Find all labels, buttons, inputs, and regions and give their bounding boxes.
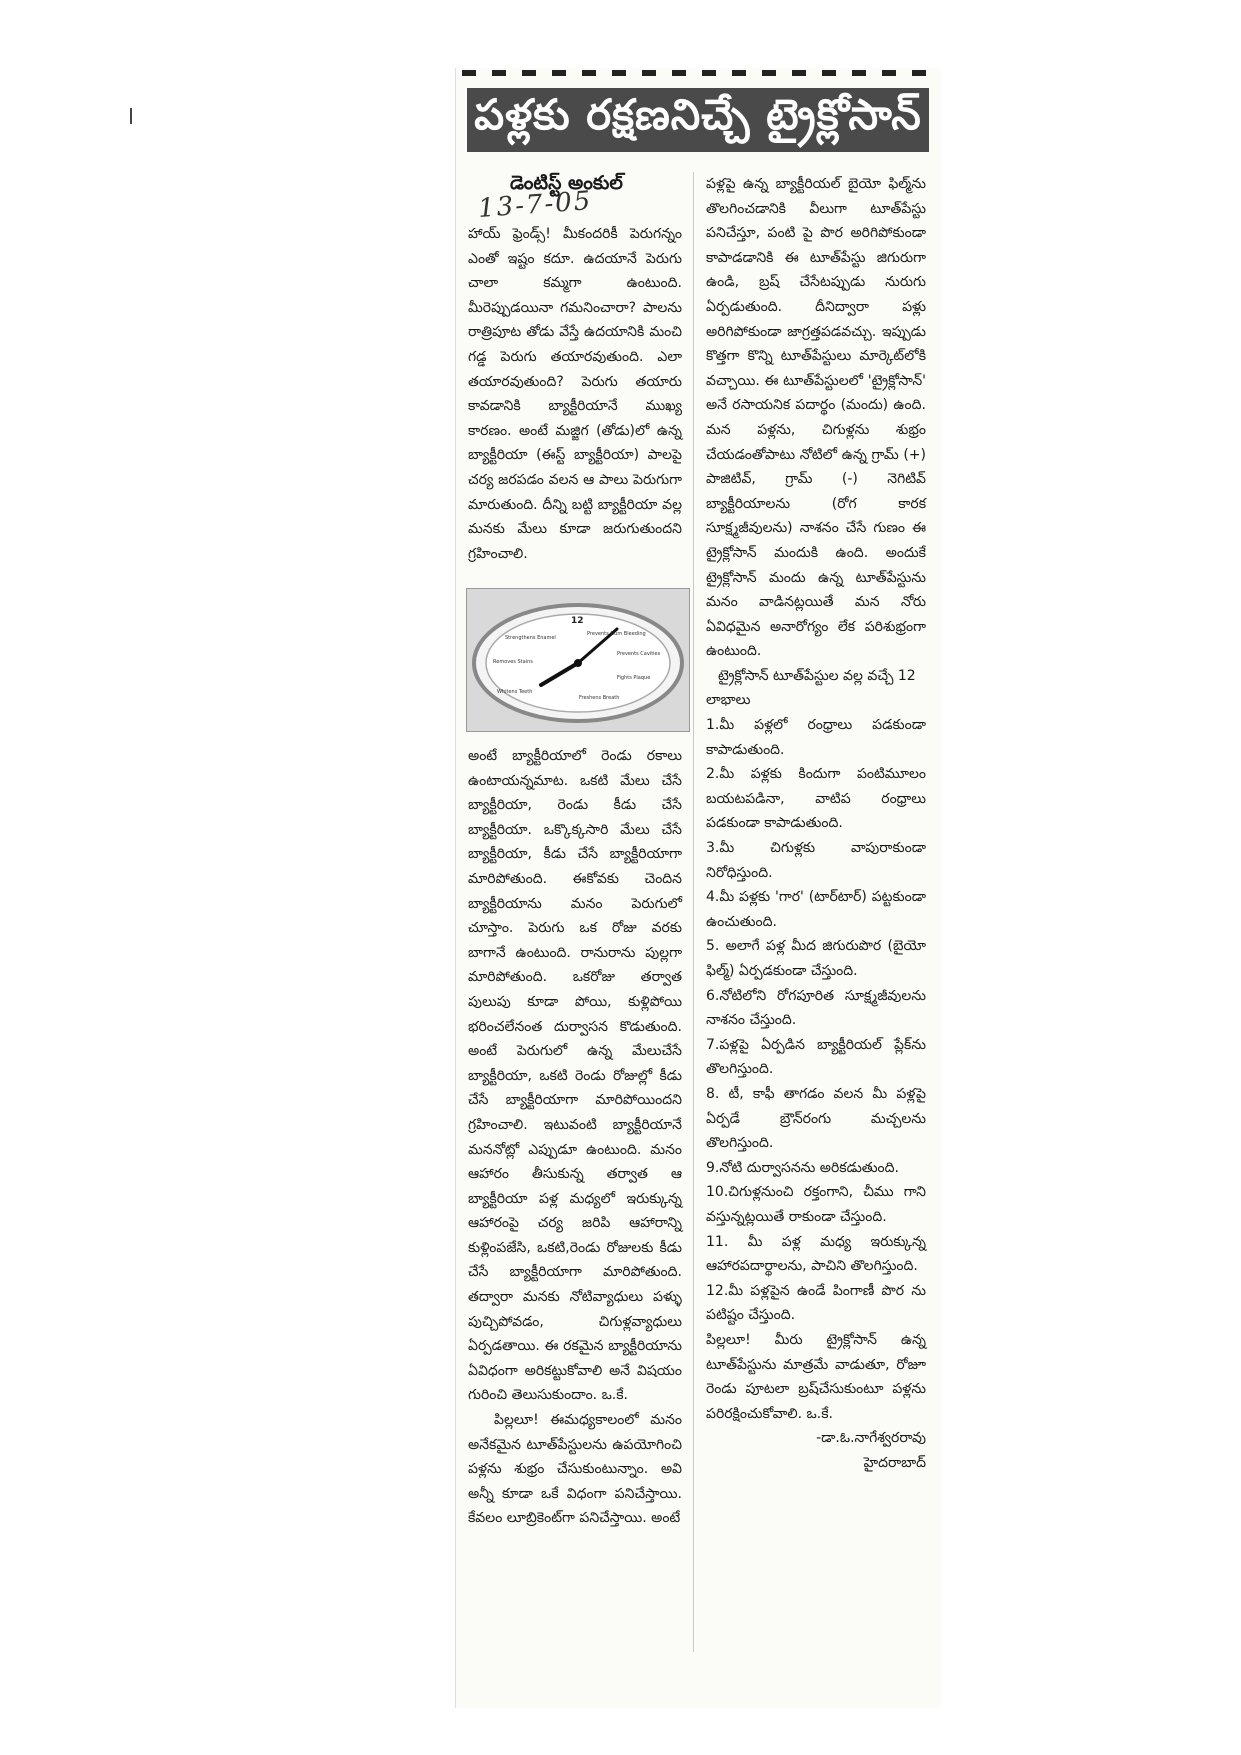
top-dashed-rule — [462, 70, 937, 76]
column-divider — [693, 172, 694, 1652]
list-item: 7.పళ్లపై ఏర్పడిన బ్యాక్టీరియల్ ప్లేక్‌ను తొలగిస్తుంది. — [706, 1036, 926, 1078]
clock-label-3: Fights Plaque — [617, 675, 651, 681]
author-city: హైదరాబాద్ — [863, 1454, 926, 1471]
list-item: 1.మీ పళ్లలో రంధ్రాలు పడకుండా కాపాడుతుంది. — [706, 717, 926, 758]
list-item: 11. మీ పళ్ల మధ్య ఇరుక్కున్న ఆహారపదార్థాలను, పాచిని తొలగిస్తుంది. — [706, 1233, 926, 1275]
clock-label-1: Prevents Gum Bleeding — [587, 631, 646, 637]
list-item: 4.మీ పళ్లకు 'గార' (టార్‌టార్) పట్టకుండా ఉంచుతుంది. — [706, 889, 926, 930]
clock-illustration — [467, 589, 689, 731]
list-item: 6.నోటిలోని రోగపూరిత సూక్ష్మజీవులను నాశనం చేస్తుంది. — [706, 987, 926, 1029]
paragraph-closing: పిల్లలూ! మీరు ట్రైక్లోసాన్ ఉన్న టూత్‌పేస్టును మాత్రమే వాడుతూ, రోజూ రెండు పూటలా బ్రష్‌చేసుకుంటూ పళ్లను పరిరక్షించుకోవాలి. ఒ.కే. — [706, 1331, 926, 1422]
clock-label-5: Whitens Teeth — [497, 689, 533, 695]
paragraph-toothpaste: పిల్లలూ! ఈమధ్యకాలంలో మనం అనేకమైన టూత్‌పేస్టులను ఉపయోగించి పళ్లను శుభ్రం చేసుకుంటున్నాం. అవి అన్నీ కూడా ఒకే విధంగా పనిచేస్తాయి. కేవలం లూబ్రికెంట్‌గా పనిచేస్తాయి. అంటే — [468, 1412, 682, 1527]
paragraph-triclosan: పళ్లపై ఉన్న బ్యాక్టీరియల్ బైయో ఫిల్మ్‌ను తొలగించడానికి వీలుగా టూత్‌పేస్టు పనిచేస్తూ, పంటి పై పొర అరిగిపోకుండా కాపాడడానికి ఈ టూత్‌పేస్టు జిగురుగా ఉండి, బ్రష్ చేసేటప్పుడు నురుగు ఏర్పడుతుంది. దీనిద్వారా పళ్లు అరిగిపోకుండా జాగ్రత్తపడవచ్చు. ఇప్పుడు కొత్తగా కొన్ని టూత్‌పేస్టులు మార్కెట్‌లోకి వచ్చాయి. ఈ టూత్‌పేస్టులలో 'ట్రైక్లోసాన్' అనే రసాయనిక పదార్థం (మందు) ఉంది. మన పళ్లను, చిగుళ్లను శుభ్రం చేయడంతోపాటు నోటిలో ఉన్న గ్రామ్ (+) పాజిటివ్, గ్రామ్ (-) నెగిటివ్ బ్యాక్టీరియాలను (రోగ కారక సూక్ష్మజీవులను) నాశనం చేసే గుణం ఈ ట్రైక్లోసాన్ మందుకి ఉంది. అందుకే ట్రైక్లోసాన్ మందు ఉన్న టూత్‌పేస్టును మనం వాడినట్లయితే మన నోరు ఏవిధమైన అనారోగ్యం లేక పరిశుభ్రంగా ఉంటుంది. — [706, 176, 926, 660]
clock-label-12: 12 — [571, 616, 584, 626]
list-item: 8. టీ, కాఫీ తాగడం వలన మీ పళ్లపై ఏర్పడే బ్రౌన్‌రంగు మచ్చలను తొలగిస్తుంది. — [706, 1085, 926, 1152]
column-left-bottom — [468, 744, 682, 1531]
clock-label-2: Prevents Cavities — [617, 651, 661, 657]
column-left-top — [468, 222, 682, 566]
clock-photo — [466, 588, 690, 732]
column-right — [706, 172, 926, 1475]
benefits-list — [706, 713, 926, 1328]
author-name: -డా.ఓ.నాగేశ్వరరావు — [816, 1430, 926, 1447]
handwritten-date: 13-7-05 — [477, 186, 594, 224]
list-item: 2.మీ పళ్లకు కిందుగా పంటిమూలం బయటపడినా, వాటిప రంధ్రాలు పడకుండా కాపాడుతుంది. — [706, 766, 926, 832]
clock-label-7: Strengthens Enamel — [505, 635, 556, 641]
clock-label-6: Removes Stains — [493, 659, 533, 665]
list-item: 12.మీ పళ్లపైన ఉండే పింగాణీ పొర ను పటిష్టం చేస్తుంది. — [706, 1282, 926, 1324]
clock-label-4: Freshens Breath — [579, 695, 620, 701]
list-item: 10.చిగుళ్లనుంచి రక్తంగాని, చీము గాని వస్తున్నట్లయితే రాకుండా చేస్తుంది. — [706, 1184, 926, 1225]
paragraph-bacteria: అంటే బ్యాక్టీరియాలో రెండు రకాలు ఉంటాయన్నమాట. ఒకటి మేలు చేసే బ్యాక్టీరియా, రెండు కీడు చేసే బ్యాక్టీరియా. ఒక్కొక్కసారి మేలు చేసే బ్యాక్టీరియా, కీడు చేసే బ్యాక్టీరియాగా మారిపోతుంది. ఈకోవకు చెందిన బ్యాక్టీరియాను మనం పెరుగులో చూస్తాం. పెరుగు ఒక రోజు వరకు బాగానే ఉంటుంది. రానురాను పుల్లగా మారిపోతుంది. ఒకరోజు తర్వాత పులుపు కూడా పోయి, కుళ్లిపోయి భరించలేనంత దుర్వాసన కొడుతుంది. అంటే పెరుగులో ఉన్న మేలుచేసే బ్యాక్టీరియా, ఒకటి రెండు రోజుల్లో కీడు చేసే బ్యాక్టీరియాగా మారిపోయిందని గ్రహించాలి. ఇటువంటి బ్యాక్టీరియానే మననోట్లో ఎప్పుడూ ఉంటుంది. మనం ఆహారం తీసుకున్న తర్వాత ఆ బ్యాక్టీరియా పళ్ల మధ్యలో ఇరుక్కున్న ఆహారంపై చర్య జరిపి ఆహారాన్ని కుళ్లింపజేసి, ఒకటి,రెండు రోజులకు కీడు చేసే బ్యాక్టీరియాగా మారిపోతుంది. తద్వారా మనకు నోటివ్యాధులు పళ్ళు పుచ్చిపోవడం, చిగుళ్లవ్యాధులు ఏర్పడతాయి. ఈ రకమైన బ్యాక్టీరియాను ఏవిధంగా అరికట్టుకోవాలి అనే విషయం గురించి తెలుసుకుందాం. ఒ.కే. — [468, 748, 682, 1404]
list-item: 3.మీ చిగుళ్లకు వాపురాకుండా నిరోధిస్తుంది. — [706, 840, 926, 881]
benefits-title: ట్రైక్లోసాన్ టూత్‌పేస్టుల వల్ల వచ్చే 12 లాభాలు — [706, 667, 916, 709]
paragraph-intro: హాయ్ ఫ్రెండ్స్! మీకందరికీ పెరుగన్నం ఎంతో ఇష్టం కదూ. ఉదయానే పెరుగు చాలా కమ్మగా ఉంటుంది. మీరెప్పుడయినా గమనించారా? పాలను రాత్రిపూట తోడు వేస్తే ఉదయానికి మంచి గడ్డ పెరుగు తయారవుతుంది. ఎలా తయారవుతుంది? పెరుగు తయారు కావడానికి బ్యాక్టీరియానే ముఖ్య కారణం. అంటే మజ్జిగ (తోడు)లో ఉన్న బ్యాక్టీరియా (ఈస్ట్ బ్యాక్టీరియా) పాలపై చర్య జరపడం వలన ఆ పాలు పెరుగుగా మారుతుంది. దీన్ని బట్టి బ్యాక్టీరియా వల్ల మనకు మేలు కూడా జరుగుతుందని గ్రహించాలి. — [468, 226, 682, 562]
headline-banner — [467, 88, 929, 152]
list-item: 9.నోటి దుర్వాసనను అరికడుతుంది. — [706, 1159, 899, 1176]
byline: డెంటిస్ట్ అంకుల్ — [510, 172, 623, 194]
headline: పళ్లకు రక్షణనిచ్చే ట్రైక్లోసాన్ — [474, 90, 922, 139]
list-item: 5. అలాగే పళ్ల మీద జిగురుపొర (బైయో ఫిల్మ్) ఏర్పడకుండా చేస్తుంది. — [706, 938, 926, 979]
scan-mark — [130, 108, 132, 124]
